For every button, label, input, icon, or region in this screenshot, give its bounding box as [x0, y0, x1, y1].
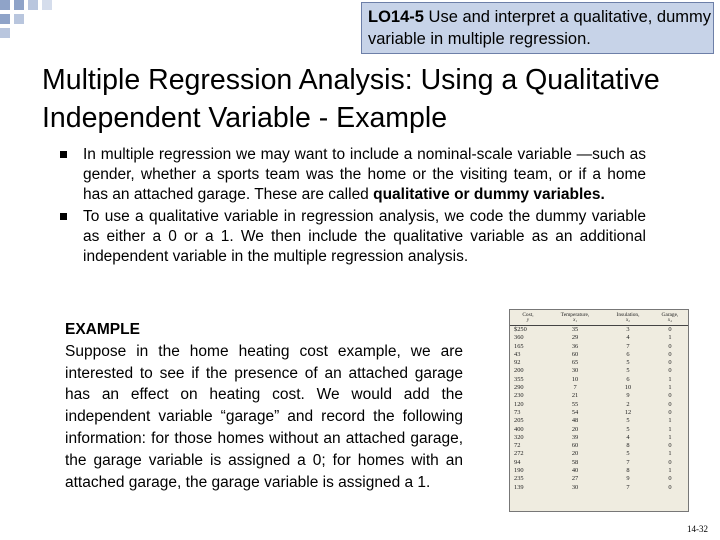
- table-cell: 21: [571, 392, 579, 400]
- table-cell: 0: [668, 359, 672, 367]
- learning-objective-text: Use and interpret a qualitative, dummy variable in multiple regression.: [368, 8, 712, 48]
- table-cell: 30: [571, 483, 579, 491]
- table-cell: 9: [626, 392, 630, 400]
- table-row: [510, 351, 688, 359]
- column-header: Garage, x₄: [652, 310, 688, 326]
- table-cell: 200: [514, 367, 524, 375]
- example-block: [65, 319, 463, 493]
- table-cell: 65: [571, 359, 579, 367]
- table-cell: 0: [668, 350, 672, 358]
- table-cell: 48: [571, 417, 579, 425]
- table-row: [510, 417, 688, 425]
- table-cell: 320: [514, 433, 524, 441]
- table-cell: 1: [668, 425, 672, 433]
- table-cell: 6: [626, 375, 630, 383]
- bullet-bold-text: qualitative or dummy variables.: [373, 186, 605, 203]
- table-cell: 58: [571, 458, 579, 466]
- square-bullet-icon: [60, 213, 67, 220]
- table-cell: 0: [668, 342, 672, 350]
- table-cell: 190: [514, 467, 524, 475]
- table-cell: 27: [571, 475, 579, 483]
- table-body: [510, 326, 688, 492]
- table-row: [510, 434, 688, 442]
- table-row: [510, 459, 688, 467]
- table-cell: 73: [514, 408, 521, 416]
- table-cell: 0: [668, 392, 672, 400]
- table-cell: 272: [514, 450, 524, 458]
- slide-number: 14-32: [687, 524, 708, 534]
- table-cell: 36: [571, 342, 579, 350]
- table-cell: 6: [626, 350, 630, 358]
- table-cell: 290: [514, 384, 524, 392]
- table-row: [510, 343, 688, 351]
- column-header: Cost, y: [510, 310, 546, 326]
- table-cell: 1: [668, 433, 672, 441]
- table-row: [510, 426, 688, 434]
- table-cell: 4: [626, 334, 630, 342]
- table-row: [510, 475, 688, 483]
- table-cell: 5: [626, 450, 630, 458]
- table-cell: 3: [626, 326, 630, 333]
- table-row: [510, 442, 688, 450]
- table-row: [510, 392, 688, 400]
- table-cell: 1: [668, 450, 672, 458]
- table-cell: 60: [571, 442, 579, 450]
- table-cell: 7: [626, 342, 630, 350]
- slide-title: Multiple Regression Analysis: Using a Qualitative Independent Variable - Example: [42, 64, 660, 134]
- table-cell: 29: [571, 334, 579, 342]
- table-row: [510, 409, 688, 417]
- learning-objective-box: [361, 2, 714, 54]
- bullet-item: [58, 145, 646, 205]
- table-cell: 2: [626, 400, 630, 408]
- table-cell: 5: [626, 425, 630, 433]
- table-cell: 8: [626, 467, 630, 475]
- table-cell: 5: [626, 367, 630, 375]
- table-cell: 0: [668, 475, 672, 483]
- table-row: [510, 401, 688, 409]
- table-row: [510, 384, 688, 392]
- data-table-image: [509, 309, 689, 512]
- table-cell: $250: [514, 326, 527, 333]
- table-cell: 43: [514, 350, 521, 358]
- table-cell: 400: [514, 425, 524, 433]
- table-cell: 165: [514, 342, 524, 350]
- table-cell: 35: [571, 326, 579, 333]
- table-row: [510, 326, 688, 335]
- table-cell: 0: [668, 458, 672, 466]
- table-row: [510, 450, 688, 458]
- table-cell: 0: [668, 367, 672, 375]
- table-cell: 20: [571, 450, 579, 458]
- bullet-list: [58, 145, 646, 269]
- column-header: Insulation, x₂: [604, 310, 652, 326]
- table-cell: 92: [514, 359, 521, 367]
- table-row: [510, 334, 688, 342]
- table-cell: 235: [514, 475, 524, 483]
- table-cell: 9: [626, 475, 630, 483]
- table-cell: 139: [514, 483, 524, 491]
- table-cell: 60: [571, 350, 579, 358]
- table-cell: 0: [668, 408, 672, 416]
- table-cell: 205: [514, 417, 524, 425]
- column-header: Temperature, x₁: [546, 310, 604, 326]
- table-cell: 0: [668, 326, 672, 333]
- table-row: [510, 359, 688, 367]
- table-cell: 0: [668, 483, 672, 491]
- table-cell: 8: [626, 442, 630, 450]
- table-row: [510, 376, 688, 384]
- table-cell: 20: [571, 425, 579, 433]
- table-cell: 1: [668, 334, 672, 342]
- square-bullet-icon: [60, 151, 67, 158]
- table-cell: 1: [668, 417, 672, 425]
- table-cell: 10: [571, 375, 579, 383]
- table-cell: 4: [626, 433, 630, 441]
- table-cell: 5: [626, 417, 630, 425]
- table-cell: 230: [514, 392, 524, 400]
- table-cell: 355: [514, 375, 524, 383]
- table-cell: 7: [626, 458, 630, 466]
- table-cell: 40: [571, 467, 579, 475]
- table-cell: 7: [626, 483, 630, 491]
- corner-decoration: [0, 0, 56, 44]
- table-cell: 1: [668, 375, 672, 383]
- table-cell: 5: [626, 359, 630, 367]
- learning-objective-code: LO14-5: [368, 8, 424, 26]
- example-heading: EXAMPLE: [65, 321, 140, 338]
- table-cell: 7: [573, 384, 577, 392]
- bullet-item: [58, 207, 646, 267]
- data-table: [510, 310, 688, 492]
- table-header-row: [510, 310, 688, 326]
- bullet-text: To use a qualitative variable in regression analysis, we code the dummy variable as either a 0 or a 1. We then include the qualitative variable as an additional independent variable in the multiple regression analysis.: [83, 208, 646, 265]
- table-cell: 0: [668, 442, 672, 450]
- table-cell: 10: [624, 384, 632, 392]
- table-cell: 120: [514, 400, 524, 408]
- table-row: [510, 467, 688, 475]
- table-cell: 94: [514, 458, 521, 466]
- table-row: [510, 367, 688, 375]
- table-cell: 1: [668, 384, 672, 392]
- table-cell: 30: [571, 367, 579, 375]
- table-cell: 72: [514, 442, 521, 450]
- example-body: Suppose in the home heating cost example, we are interested to see if the presence of an attached garage has an effect on heating cost. We would add the independent variable “garage” and record the following information: for those homes without an attached garage, the garage variable is assigned a 0; for homes with an attached garage, the garage variable is assigned a 1.: [65, 342, 463, 491]
- table-cell: 12: [624, 408, 632, 416]
- table-row: [510, 484, 688, 492]
- table-cell: 39: [571, 433, 579, 441]
- table-cell: 0: [668, 400, 672, 408]
- table-cell: 1: [668, 467, 672, 475]
- table-cell: 55: [571, 400, 579, 408]
- bullet-text: In multiple regression we may want to include a nominal-scale variable —such as gender, whether a sports team was the home or the visiting team, or if a home has an attached garage. These are called: [83, 146, 646, 203]
- table-cell: 54: [571, 408, 579, 416]
- table-cell: 360: [514, 334, 524, 342]
